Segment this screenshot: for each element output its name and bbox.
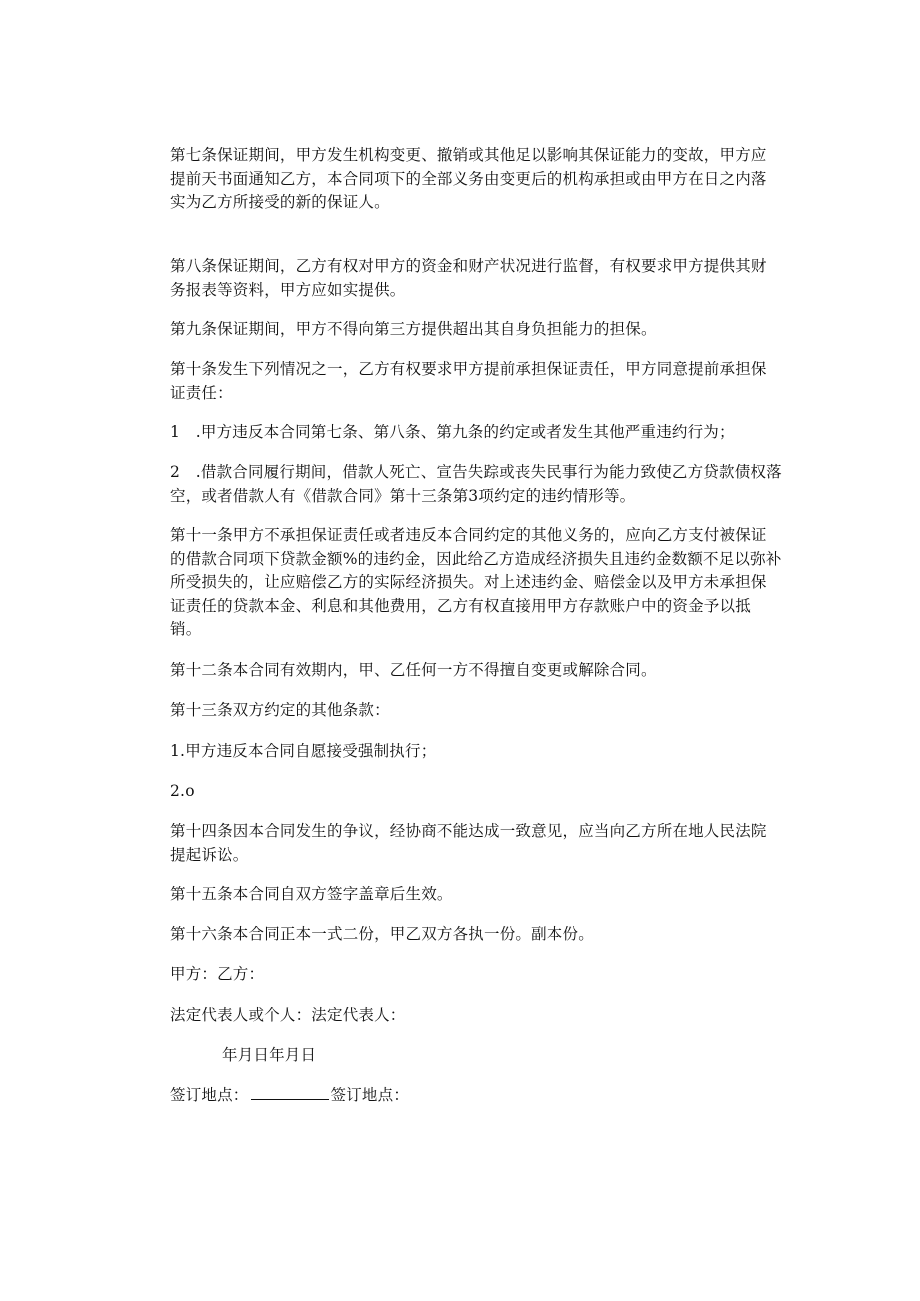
article-9: 第九条保证期间，甲方不得向第三方提供超出其自身负担能力的担保。 [170, 320, 657, 338]
article-13-item-2: 2.o [170, 782, 195, 800]
parties-line: 甲方：乙方： [170, 965, 265, 983]
article-15: 第十五条本合同自双方签字盖章后生效。 [170, 885, 453, 903]
article-13: 第十三条双方约定的其他条款： [170, 701, 390, 719]
signing-place-line [170, 1084, 782, 1108]
signing-place-b-label: 签订地点： [330, 1086, 410, 1104]
article-12: 第十二条本合同有效期内，甲、乙任何一方不得擅自变更或解除合同。 [170, 661, 657, 679]
article-10-item-2: 2 .借款合同履行期间，借款人死亡、宣告失踪或丧失民事行为能力致使乙方贷款债权落空，或者借款人有《借款合同》第十三条第3项约定的违约情形等。 [170, 463, 782, 505]
article-10: 第十条发生下列情况之一，乙方有权要求甲方提前承担保证责任，甲方同意提前承担保证责任： [170, 360, 767, 402]
article-14: 第十四条因本合同发生的争议，经协商不能达成一致意见，应当向乙方所在地人民法院提起诉讼。 [170, 822, 767, 864]
signing-place-a-label: 签订地点： [170, 1086, 249, 1104]
representatives-line: 法定代表人或个人：法定代表人： [170, 1006, 406, 1024]
signing-place-blank [251, 1084, 329, 1100]
dates-line: 年月日年月日 [222, 1046, 317, 1064]
article-16: 第十六条本合同正本一式二份，甲乙双方各执一份。副本份。 [170, 925, 594, 943]
article-11: 第十一条甲方不承担保证责任或者违反本合同约定的其他义务的，应向乙方支付被保证的借款合同项下贷款金额%的违约金，因此给乙方造成经济损失且违约金数额不足以弥补所受损失的，让应赔偿乙方的实际经济损失。对上述违约金、赔偿金以及甲方未承担保证责任的贷款本金、利息和其他费用，乙方有权直接用甲方存款账户中的资金予以抵销。 [170, 526, 782, 638]
article-13-item-1: 1.甲方违反本合同自愿接受强制执行； [170, 742, 437, 760]
article-10-item-1: 1 .甲方违反本合同第七条、第八条、第九条的约定或者发生其他严重违约行为； [170, 423, 735, 441]
article-8: 第八条保证期间，乙方有权对甲方的资金和财产状况进行监督，有权要求甲方提供其财务报表等资料，甲方应如实提供。 [170, 257, 767, 299]
article-7: 第七条保证期间，甲方发生机构变更、撤销或其他足以影响其保证能力的变故，甲方应提前天书面通知乙方，本合同项下的全部义务由变更后的机构承担或由甲方在日之内落实为乙方所接受的新的保证人。 [170, 146, 767, 211]
